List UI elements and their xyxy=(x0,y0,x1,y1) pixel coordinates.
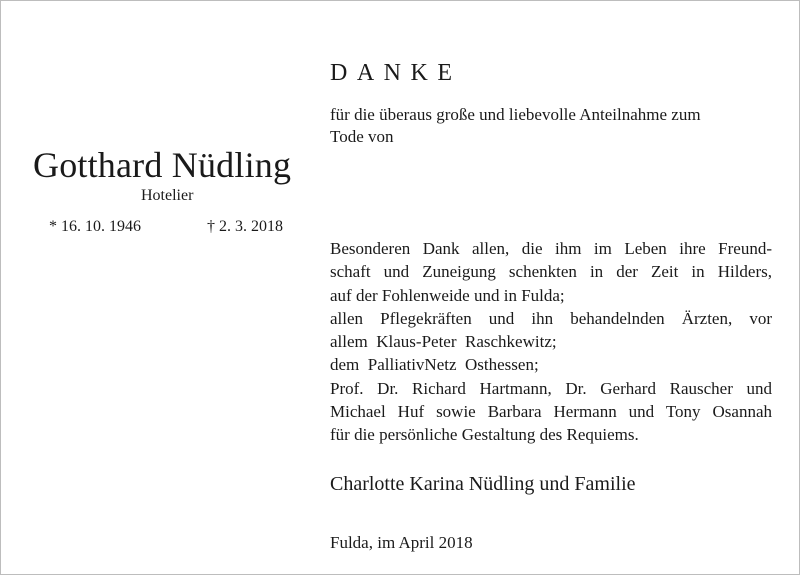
signature: Charlotte Karina Nüdling und Familie xyxy=(330,473,636,495)
death-date: † 2. 3. 2018 xyxy=(207,218,283,235)
thanks-line: Besonderen Dank allen, die ihm im Leben ihre Freund- xyxy=(330,239,772,258)
thanks-line: auf der Fohlenweide und in Fulda; xyxy=(330,285,565,305)
deceased-name: Gotthard Nüdling xyxy=(33,145,292,185)
thanks-line: für die persönliche Gestaltung des Requiems. xyxy=(330,425,639,445)
intro-line: für die überaus große und liebevolle Anteilnahme zum xyxy=(330,105,701,124)
thanks-line: dem PalliativNetz Osthessen; xyxy=(330,355,539,375)
intro-paragraph xyxy=(330,104,775,147)
thanks-paragraph xyxy=(330,237,772,447)
deceased-profession: Hotelier xyxy=(141,187,194,204)
thanks-line: schaft und Zuneigung schenkten in der Zeit in Hilders, xyxy=(330,262,772,282)
thanks-heading: DANKE xyxy=(330,60,462,86)
place-and-date: Fulda, im April 2018 xyxy=(330,533,473,552)
thanks-line: Prof. Dr. Richard Hartmann, Dr. Gerhard Rauscher und xyxy=(330,378,772,398)
thanks-line: allem Klaus-Peter Raschkewitz; xyxy=(330,332,557,352)
intro-line: Tode von xyxy=(330,126,394,146)
thanks-line: allen Pflegekräften und ihn behandelnden Ärzten, vor xyxy=(330,308,772,328)
thanks-line: Michael Huf sowie Barbara Hermann und Tony Osannah xyxy=(330,402,772,422)
birth-date: * 16. 10. 1946 xyxy=(49,218,141,235)
